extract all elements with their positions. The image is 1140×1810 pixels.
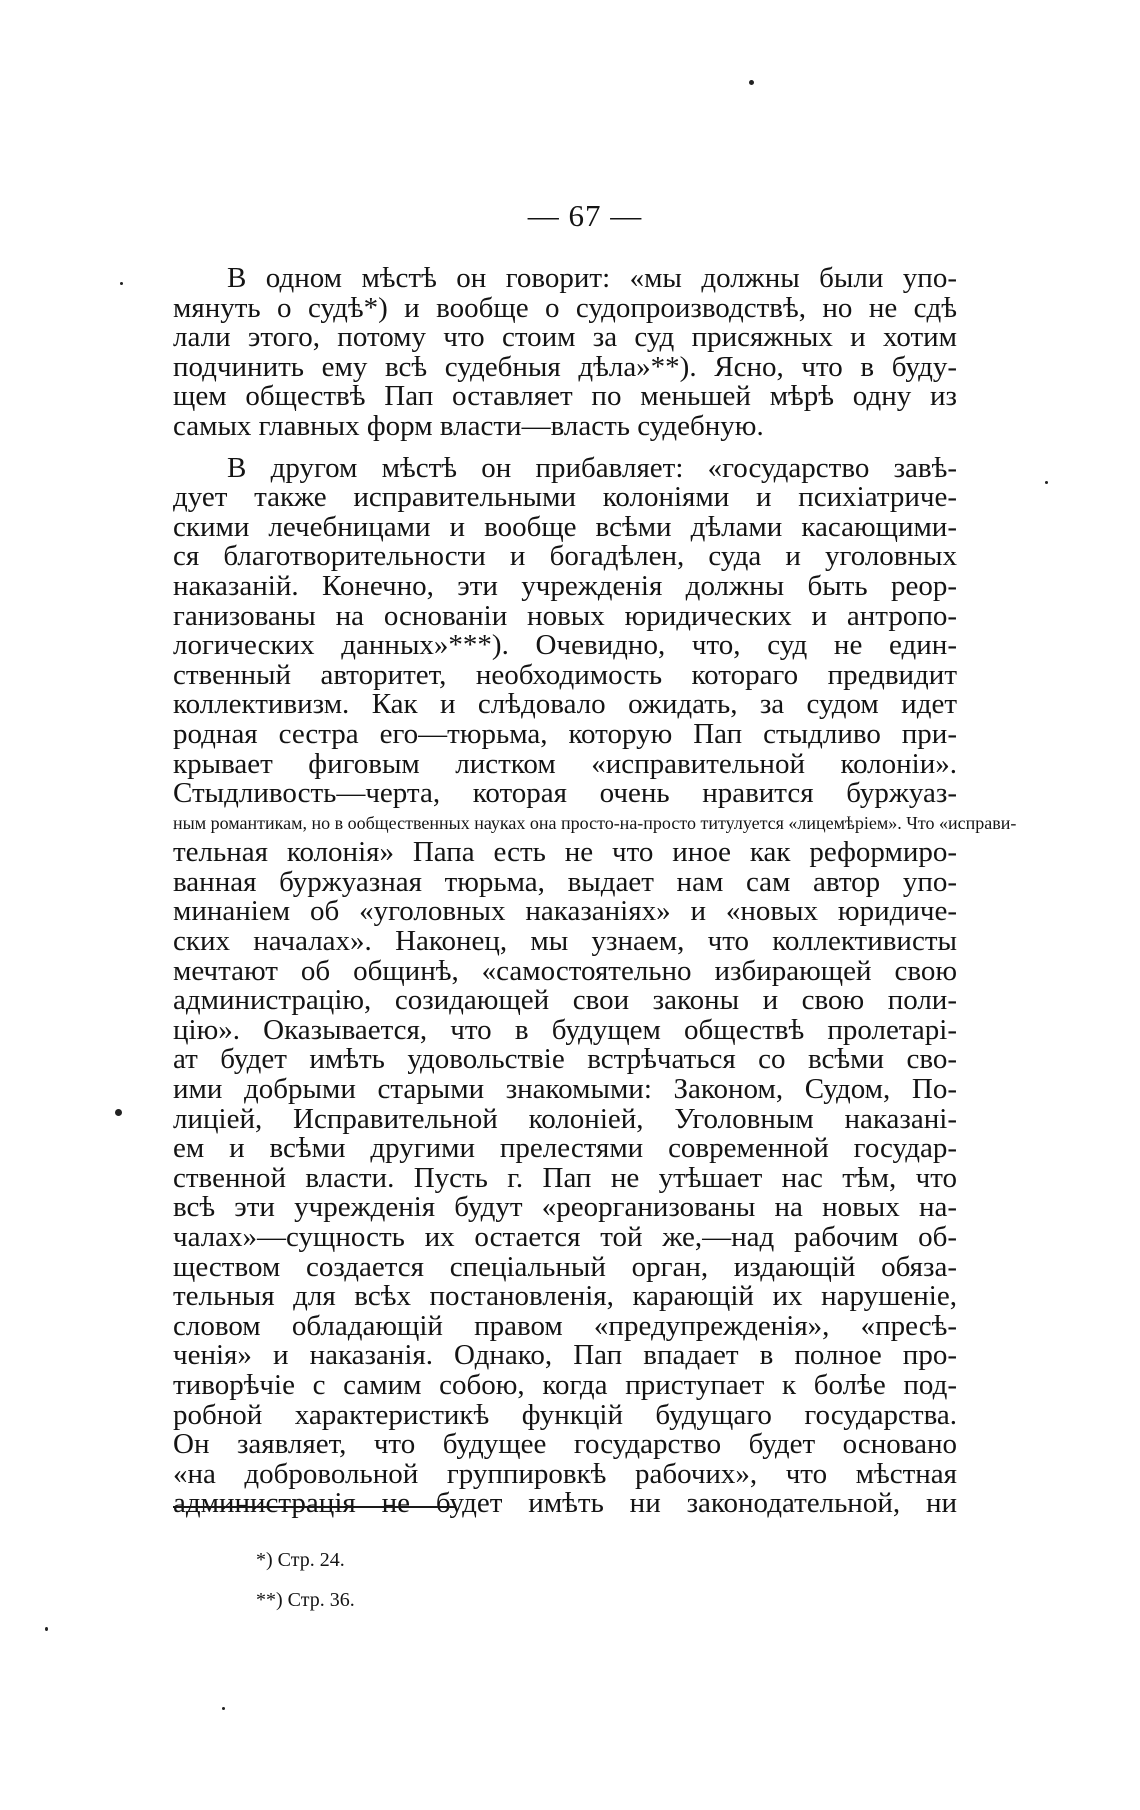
text-line: ственной власти. Пусть г. Пап не утѣшает нас тѣм, что <box>173 1161 957 1194</box>
text-line: цію». Оказывается, что в будущем обществѣ пролетарі- <box>173 1013 957 1046</box>
text-line: В другом мѣстѣ он прибавляет: «государство завѣ- <box>227 451 957 484</box>
text-line: ным романтикам, но в ообщественных науках она просто-на-просто титулуется «лицемѣріем». Что «исправи- <box>173 812 1017 833</box>
text-line: всѣ эти учрежденія будут «реорганизованы на новых на- <box>173 1191 957 1224</box>
scan-speck <box>749 80 754 85</box>
text-line: ем и всѣми другими прелестями современной государ- <box>173 1132 957 1165</box>
text-line: родная сестра его—тюрьма, которую Пап стыдливо при- <box>173 717 957 750</box>
scan-speck <box>222 1707 225 1710</box>
scan-speck <box>115 1109 122 1116</box>
text-line: администрацію, созидающей свои законы и свою поли- <box>173 984 957 1017</box>
text-line: дует также исправительными колоніями и психіатриче- <box>173 481 957 514</box>
text-line: ими добрыми старыми знакомыми: Законом, Судом, По- <box>173 1073 957 1106</box>
text-line: тельныя для всѣх постановленія, карающій их нарушеніе, <box>173 1280 957 1313</box>
text-line: ских началах». Наконец, мы узнаем, что коллективисты <box>173 925 957 958</box>
text-line: ченія» и наказанія. Однако, Пап впадает в полное про- <box>173 1339 957 1372</box>
body-text <box>173 262 1017 1520</box>
footnote: *) Стр. 24. <box>256 1549 345 1571</box>
page-number: — 67 — <box>527 198 643 233</box>
text-line: самых главных форм власти—власть судебную. <box>173 409 764 442</box>
text-line: ся благотворительности и богадѣлен, суда и уголовных <box>173 540 957 573</box>
text-line: Он заявляет, что будущее государство будет основано <box>173 1428 957 1461</box>
footnote-divider <box>173 1506 455 1508</box>
text-line: словом обладающій правом «предупрежденія», «пресѣ- <box>173 1309 957 1342</box>
text-line: логических данных»***). Очевидно, что, суд не един- <box>173 629 957 662</box>
text-line: «на добровольной группировкѣ рабочих», что мѣстная <box>173 1457 957 1490</box>
text-line: ганизованы на основаніи новых юридических и антропо- <box>173 599 957 632</box>
text-line: робной характеристикѣ функцій будущаго государства. <box>173 1398 957 1431</box>
text-line: ат будет имѣть удовольствіе встрѣчаться со всѣми сво- <box>173 1043 957 1076</box>
paragraph <box>173 451 1017 1520</box>
text-line: мянуть о судѣ*) и вообще о судопроизводствѣ, но не сдѣ <box>173 291 957 324</box>
text-line: коллективизм. Как и слѣдовало ожидать, за судом идет <box>173 688 957 721</box>
text-line: ванная буржуазная тюрьма, выдает нам сам автор упо- <box>173 865 957 898</box>
paragraph <box>173 264 957 442</box>
text-line: чалах»—сущность их остается той же,—над рабочим об- <box>173 1221 957 1253</box>
text-line: тельная колонія» Папа есть не что иное как реформиро- <box>173 836 957 869</box>
text-line: минаніем об «уголовных наказаніях» и «новых юридиче- <box>173 895 957 928</box>
footnotes <box>256 1540 355 1620</box>
text-line: мечтают об общинѣ, «самостоятельно избирающей свою <box>173 954 957 987</box>
text-line: щем обществѣ Пап оставляет по меньшей мѣрѣ одну из <box>173 380 957 413</box>
text-line: лиціей, Исправительной колоніей, Уголовным наказані- <box>173 1102 957 1135</box>
text-line: администрація не будет имѣть ни законодательной, ни <box>173 1487 957 1520</box>
text-line: подчинить ему всѣ судебныя дѣла»**). Ясно, что в буду- <box>173 350 957 383</box>
scan-speck <box>120 282 123 285</box>
scan-speck <box>1045 481 1048 484</box>
text-line: наказаній. Конечно, эти учрежденія должны быть реор- <box>173 569 957 602</box>
scan-speck <box>45 1627 48 1631</box>
footnote: **) Стр. 36. <box>256 1589 355 1611</box>
text-line: лали этого, потому что стоим за суд присяжных и хотим <box>173 321 957 354</box>
text-line: тиворѣчіе с самим собою, когда приступает к болѣе под- <box>173 1368 957 1401</box>
text-line: скими лечебницами и вообще всѣми дѣлами касающими- <box>173 510 957 543</box>
text-line: крывает фиговым листком «исправительной колоніи». <box>173 747 957 780</box>
text-line: ществом создается спеціальный орган, издающій обяза- <box>173 1250 957 1283</box>
text-line: Стыдливость—черта, которая очень нравится буржуаз- <box>173 777 957 810</box>
text-line: В одном мѣстѣ он говорит: «мы должны были упо- <box>227 262 957 294</box>
text-line: ственный авторитет, необходимость котораго предвидит <box>173 658 957 691</box>
